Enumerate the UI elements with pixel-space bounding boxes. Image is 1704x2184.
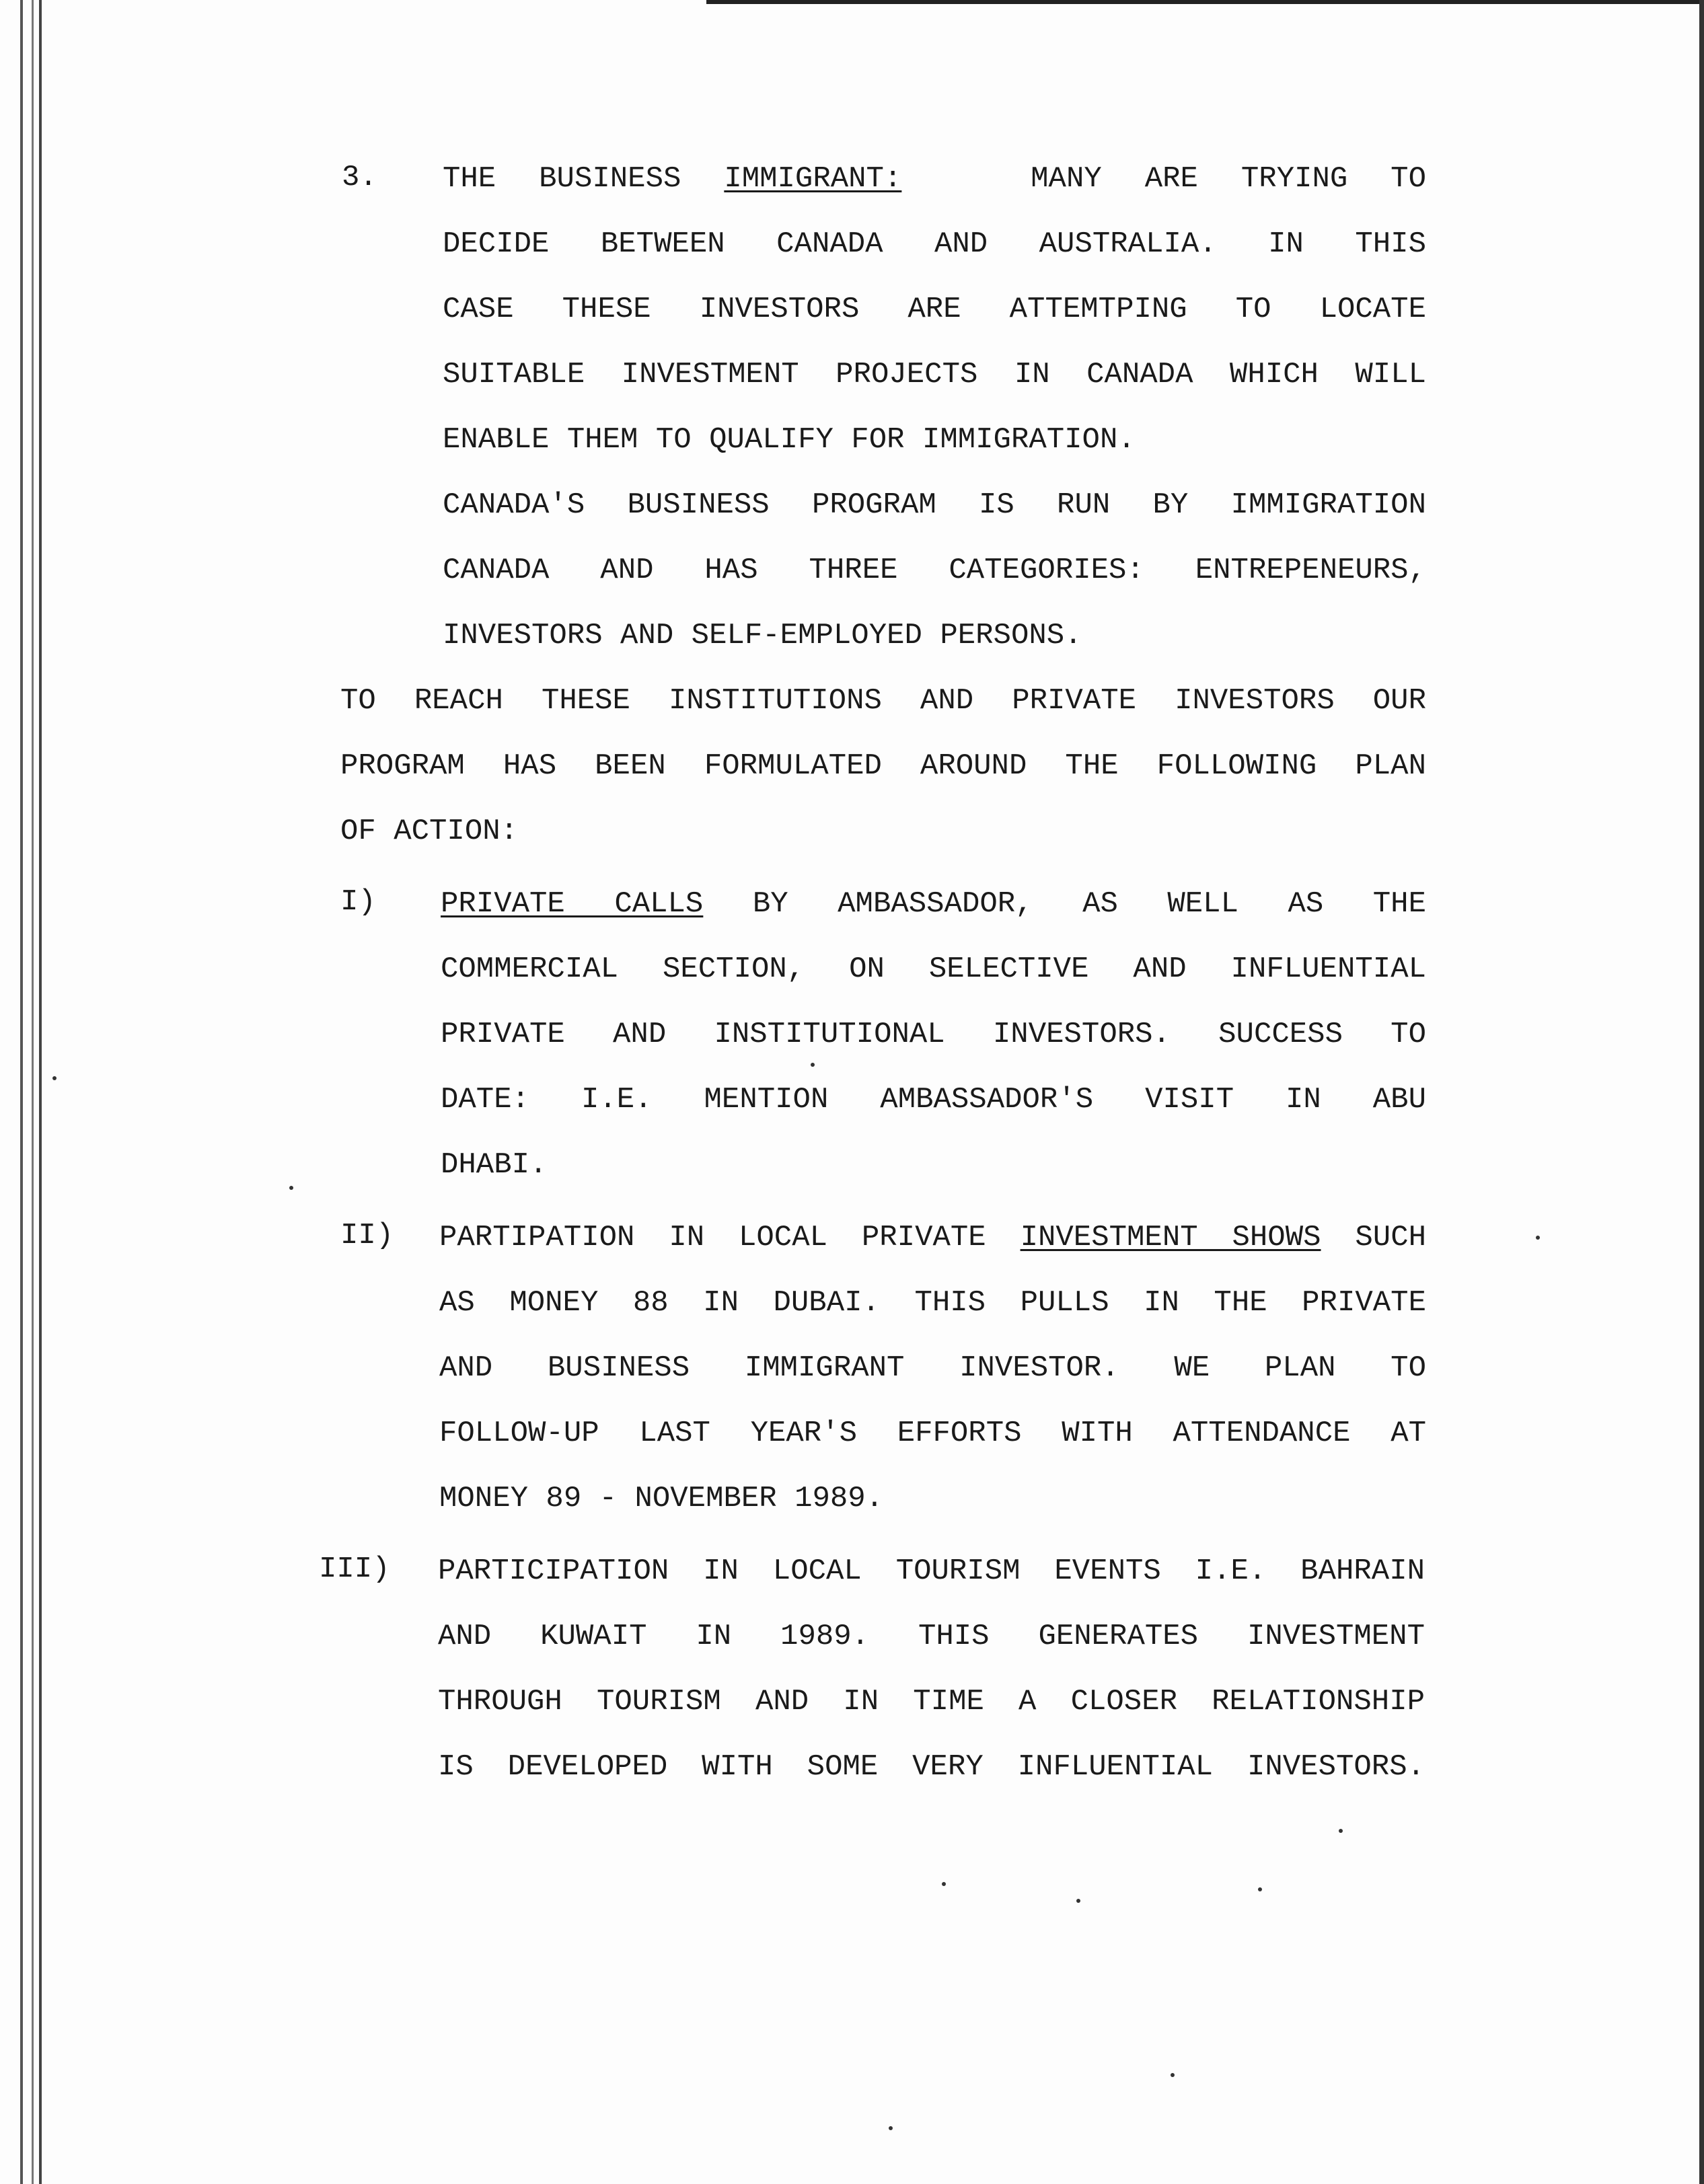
item2-marker: II) [340,1219,394,1252]
scan-speck [811,1063,815,1067]
section3-p2-line-2: CANADA AND HAS THREE CATEGORIES: ENTREPENEURS, [443,554,1426,587]
intro-line-1: TO REACH THESE INSTITUTIONS AND PRIVATE INVESTORS OUR [340,684,1426,718]
section3-p2-line-3: INVESTORS AND SELF-EMPLOYED PERSONS. [443,619,1082,652]
scan-speck [1339,1829,1343,1833]
item1-marker: I) [340,885,376,919]
item3-line-3: THROUGH TOURISM AND IN TIME A CLOSER RELATIONSHIP [438,1685,1425,1719]
item2-line-4: FOLLOW-UP LAST YEAR'S EFFORTS WITH ATTENDANCE AT [439,1417,1426,1450]
item2-line-2: AS MONEY 88 IN DUBAI. THIS PULLS IN THE PRIVATE [439,1286,1426,1320]
scan-speck [1171,2073,1175,2077]
scan-speck [1258,1887,1262,1891]
section3-line-4: SUITABLE INVESTMENT PROJECTS IN CANADA WHICH WILL [443,358,1426,391]
item3-line-4: IS DEVELOPED WITH SOME VERY INFLUENTIAL INVESTORS. [438,1750,1425,1784]
item3-marker: III) [319,1552,390,1586]
intro-line-3: OF ACTION: [340,815,519,848]
scan-edge-left [20,0,34,2184]
item2-line-3: AND BUSINESS IMMIGRANT INVESTOR. WE PLAN TO [439,1351,1426,1385]
scan-edge-top [706,0,1704,4]
underlined-investment-shows: INVESTMENT SHOWS [1020,1221,1321,1254]
scan-speck [289,1186,293,1190]
scan-speck [942,1882,946,1886]
scan-edge-left-inner [39,0,42,2184]
section3-line-3: CASE THESE INVESTORS ARE ATTEMTPING TO LOCATE [443,293,1426,326]
item1-line-1: PRIVATE CALLS BY AMBASSADOR, AS WELL AS THE [441,887,1426,921]
section-number: 3. [342,161,377,194]
section3-p2-line-1: CANADA'S BUSINESS PROGRAM IS RUN BY IMMIGRATION [443,488,1426,522]
item1-line-3: PRIVATE AND INSTITUTIONAL INVESTORS. SUCCESS TO [441,1018,1426,1051]
item1-line-2: COMMERCIAL SECTION, ON SELECTIVE AND INFLUENTIAL [441,952,1426,986]
section3-line-2: DECIDE BETWEEN CANADA AND AUSTRALIA. IN THIS [443,227,1426,261]
item2-line-1: PARTIPATION IN LOCAL PRIVATE INVESTMENT SHOWS SUCH [439,1221,1426,1254]
item3-line-1: PARTICIPATION IN LOCAL TOURISM EVENTS I.E. BAHRAIN [438,1554,1425,1588]
scan-speck [889,2126,893,2130]
section3-line-5: ENABLE THEM TO QUALIFY FOR IMMIGRATION. [443,423,1136,457]
scan-speck [1536,1236,1540,1240]
scan-speck [1076,1899,1080,1903]
scan-edge-right [1699,0,1704,2184]
intro-line-2: PROGRAM HAS BEEN FORMULATED AROUND THE FOLLOWING PLAN [340,749,1426,783]
scan-speck [52,1076,57,1080]
underlined-private-calls: PRIVATE CALLS [441,887,704,921]
item3-line-2: AND KUWAIT IN 1989. THIS GENERATES INVESTMENT [438,1620,1425,1653]
underlined-immigrant: IMMIGRANT: [724,162,902,196]
item1-line-5: DHABI. [441,1148,548,1182]
item2-line-5: MONEY 89 - NOVEMBER 1989. [439,1482,884,1515]
item1-line-4: DATE: I.E. MENTION AMBASSADOR'S VISIT IN ABU [441,1083,1426,1117]
section3-line-1: THE BUSINESS IMMIGRANT: MANY ARE TRYING TO [443,162,1426,196]
